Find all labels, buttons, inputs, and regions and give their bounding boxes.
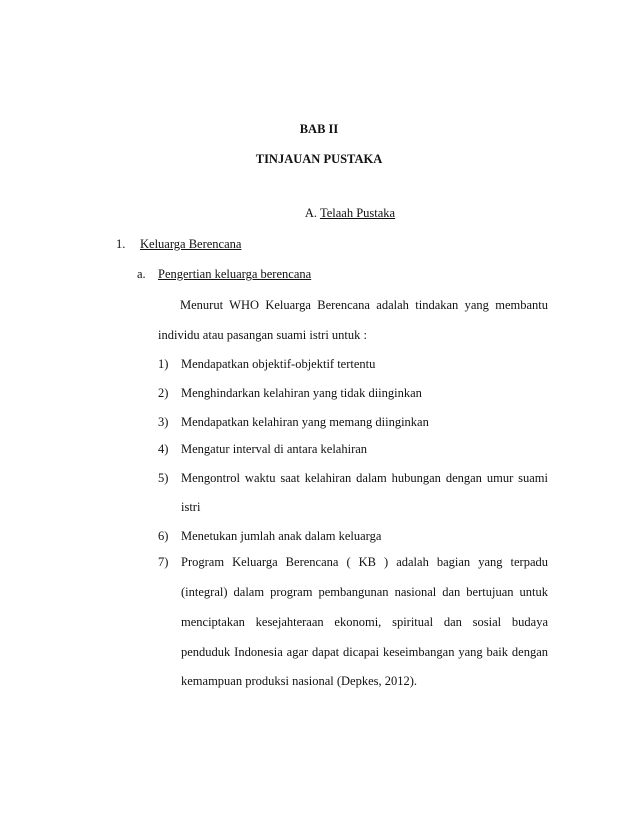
list-item-number: 4)	[158, 442, 169, 456]
list-item: Menghindarkan kelahiran yang tidak diinginkan	[181, 386, 422, 400]
list-item-number: 1)	[158, 357, 169, 371]
subsubsection-marker: a.	[137, 267, 146, 281]
paragraph-line: Menurut WHO Keluarga Berencana adalah tindakan yang membantu	[180, 298, 548, 312]
paragraph-line: individu atau pasangan suami istri untuk :	[158, 328, 367, 342]
chapter-label: BAB II	[299, 122, 339, 136]
list-item: Mendapatkan objektif-objektif tertentu	[181, 357, 376, 371]
list-item-number: 2)	[158, 386, 169, 400]
list-item: Mendapatkan kelahiran yang memang diinginkan	[181, 415, 429, 429]
list-item-number: 3)	[158, 415, 169, 429]
section-heading	[0, 205, 638, 221]
page-title: TINJAUAN PUSTAKA	[255, 152, 383, 166]
list-item-number: 6)	[158, 529, 169, 543]
list-item-continuation: kemampuan produksi nasional (Depkes, 2012).	[181, 674, 418, 688]
list-item: Program Keluarga Berencana ( KB ) adalah bagian yang terpadu	[181, 555, 548, 569]
list-item-continuation: (integral) dalam program pembangunan nasional dan bertujuan untuk	[181, 585, 548, 599]
subsection-number: 1.	[116, 237, 126, 251]
list-item: Mengontrol waktu saat kelahiran dalam hubungan dengan umur suami	[181, 471, 548, 485]
list-item: Mengatur interval di antara kelahiran	[181, 442, 368, 456]
list-item-continuation: penduduk Indonesia agar dapat dicapai keseimbangan yang baik dengan	[181, 645, 548, 659]
section-heading-text: Telaah Pustaka	[319, 206, 396, 220]
list-item-number: 7)	[158, 555, 169, 569]
subsection-heading: Keluarga Berencana	[140, 237, 242, 251]
subsubsection-heading: Pengertian keluarga berencana	[158, 267, 312, 281]
list-item-continuation: menciptakan kesejahteraan ekonomi, spiritual dan sosial budaya	[181, 615, 548, 629]
list-item-continuation: istri	[181, 500, 201, 514]
list-item-number: 5)	[158, 471, 169, 485]
section-marker: A.	[304, 206, 318, 220]
list-item: Menetukan jumlah anak dalam keluarga	[181, 529, 382, 543]
